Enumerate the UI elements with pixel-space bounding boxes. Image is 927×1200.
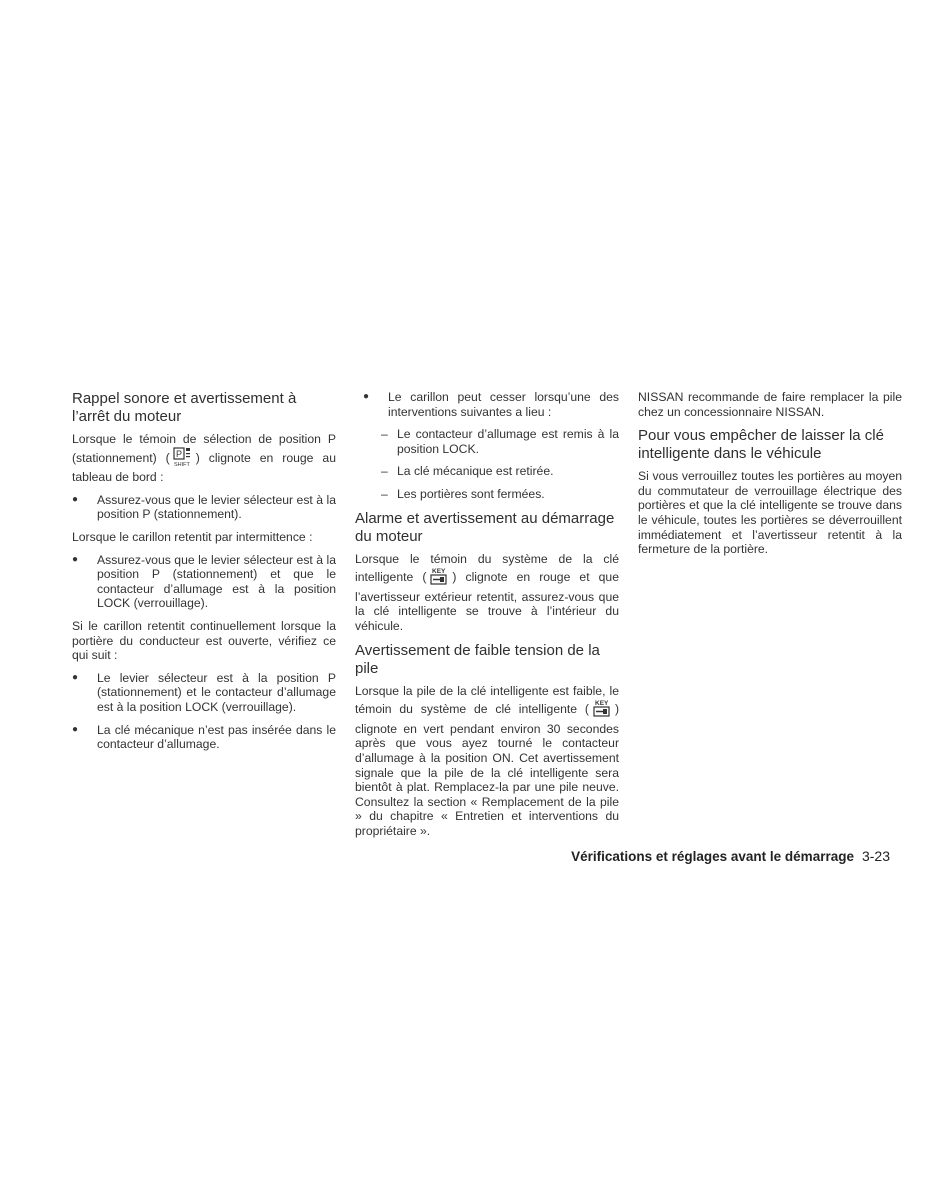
column-3 — [638, 390, 902, 565]
list-item: ● La clé mécanique n’est pas insérée dans le contacteur d’allumage. — [72, 722, 336, 752]
paragraph: Si le carillon retentit continuellement lorsque la portière du conducteur est ouverte, vérifiez ce qui suit : — [72, 618, 336, 663]
column-2 — [355, 390, 619, 846]
sub-list-item: – La clé mécanique est retirée. — [381, 464, 554, 479]
sub-list-item: – Les portières sont fermées. — [381, 486, 545, 501]
list-item: ● Assurez-vous que le levier sélecteur est à la position P (stationnement). — [72, 492, 336, 522]
shift-position-indicator-icon — [173, 447, 193, 471]
paragraph: Lorsque le témoin du système de la clé intelligente ( KEY ) clignote en rouge et que l’avertisseur extérieur retentit, assurez-vous que la clé intelligente se trouve à l’intérieur du véhicule. — [355, 551, 619, 633]
paragraph: Lorsque le témoin de sélection de position P (stationnement) ( P SHIFT ) clignote en rouge au tableau de bord : — [72, 432, 336, 485]
svg-text:SHIFT: SHIFT — [173, 461, 190, 467]
key-indicator-icon — [429, 566, 449, 590]
paragraph: Si vous verrouillez toutes les portières au moyen du commutateur de verrouillage électrique des portières et que la clé intelligente se trouve dans le véhicule, toutes les portières se déverrouillent immédiatement et l’avertisseur retentit à la fermeture de la portière. — [638, 469, 902, 557]
heading-start-alarm: Alarme et avertissement au démarrage du moteur — [355, 509, 615, 545]
page-footer — [571, 848, 890, 864]
list-item: ● Assurez-vous que le levier sélecteur est à la position P (stationnement) et que le contacteur d’allumage est à la position LOCK (verrouillage). — [72, 552, 336, 611]
list-item: ● Le levier sélecteur est à la position P (stationnement) et le contacteur d’allumage est à la position LOCK (verrouillage). — [72, 670, 336, 714]
column-1 — [72, 390, 336, 760]
svg-text:P: P — [175, 448, 182, 459]
key-indicator-icon — [592, 698, 612, 722]
page-number: 3-23 — [861, 848, 890, 864]
list-item: ● Le carillon peut cesser lorsqu’une des interventions suivantes a lieu : — [363, 390, 619, 419]
heading-engine-stop: Rappel sonore et avertissement à l’arrêt du moteur — [72, 390, 297, 425]
paragraph: Lorsque la pile de la clé intelligente est faible, le témoin du système de clé intelligente ( KEY ) clignote en vert pendant environ 30 secondes après que vous ayez tourné le contacteur d’allumage à la position ON. Cet avertissement signale que la pile de la clé intelligente sera bientôt à plat. Remplacez-la par une pile neuve. Consultez la section « Remplacement de la pile » du chapitre « Entretien et interventions du propriétaire ». — [355, 683, 619, 838]
paragraph: NISSAN recommande de faire remplacer la pile chez un concessionnaire NISSAN. — [638, 390, 902, 419]
heading-low-battery: Avertissement de faible tension de la pile — [355, 641, 600, 677]
heading-key-in-vehicle: Pour vous empêcher de laisser la clé intelligente dans le véhicule — [638, 427, 884, 463]
paragraph: Lorsque le carillon retentit par intermittence : — [72, 529, 313, 544]
svg-text:KEY: KEY — [432, 568, 446, 576]
sub-list-item: – Le contacteur d’allumage est remis à la position LOCK. — [381, 427, 619, 456]
svg-text:KEY: KEY — [594, 700, 609, 708]
section-title: Vérifications et réglages avant le démarrage — [571, 849, 854, 864]
